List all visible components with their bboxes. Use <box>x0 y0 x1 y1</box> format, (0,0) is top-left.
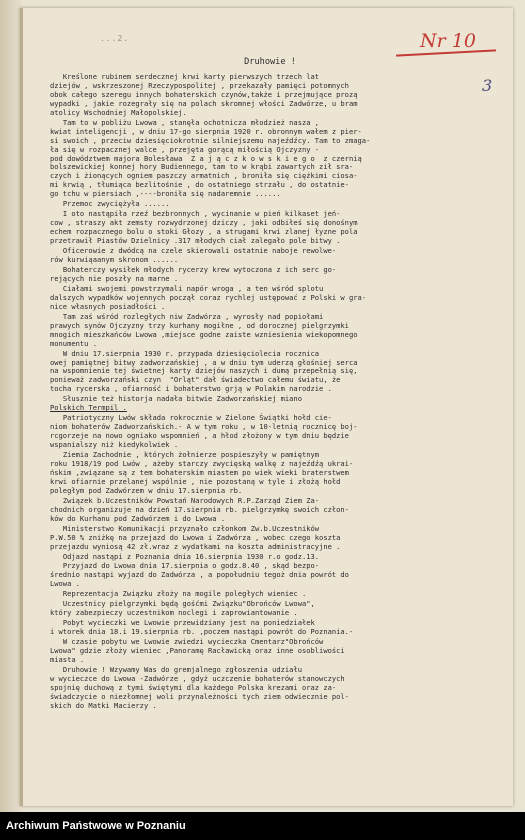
paragraph: Patriotyczny Lwów składa rokrocznie w Zielone Świątki hołd cie- niom bohaterów Zadworzańskich.- A w tym roku , w 10-letnią rocznicę boj- rcgorzeje na nowo ogniako wspomnień , a hłod złożony w tym dniu będzie wspanialszy niż kiedykolwiek . <box>50 413 358 450</box>
letter-title: Druhowie ! <box>244 57 296 67</box>
paragraph: Odjazd nastąpi z Poznania dnia 16.sierpnia 1930 r.o godz.13. <box>50 551 320 561</box>
side-mark: 3 <box>482 76 493 95</box>
underlined-phrase: Polskich Termpil . <box>50 403 127 413</box>
paragraph: Uczestnicy pielgrzymki będą gośćmi Związku"Obrońców Lwowa", który zabezpieczy uczestnikom noclegi i zaprowiantowanie . <box>50 599 315 618</box>
paragraph: Ministerstwo Komunikacji przyznało członkom Zw.b.Uczestników P.W.50 % zniżkę na przejazd do Lwowa i Zadwórza , wobec czego koszta przejazdu wyniosą 42 zł.wraz z wydatkami na koszta administracyjne . <box>50 523 341 551</box>
paragraph: Tam zaś wśród rozległych niw Zadwórza , wyrosły nad popiołami prawych synów Ojczyzny trzy kurhany mogiłne , od dorocznej pielgrzymki mnogich mieszkańców Lwowa ,miejsce godne zaiste wzniesienia wiekopomnego monumentu . <box>50 311 358 348</box>
paragraph: Ziemia Zachodnie , których żołnierze pospieszyły w pamiętnym roku 1918/19 pod Lwów , ażeby starczy zwycięską walkę z najeźdźą ukrai- ńskim ,związane są z tem bohaterskim miastem po wiek wieki braterstwem krwi ofiarnie przelanej wspólnie , nie pozostaną w tyle i złożą hołd poległym pod Zadwórzem w dniu 17.sierpnia rb. <box>50 450 354 495</box>
paragraph: Oficerowie z dwódcą na czele skierowali ostatnie naboje rewolwe- rów kurwiąaanym skronom ...... <box>50 246 337 265</box>
paragraph: Przemoc zwyciężyła ...... <box>50 199 170 209</box>
paragraph: Reprezentacja Związku złoży na mogile poległych wieniec . <box>50 589 307 599</box>
binding-edge <box>0 0 22 812</box>
paragraph-list <box>50 71 493 711</box>
paragraph: W dniu 17.sierpnia 1930 r. przypada dziesięciolecia rocznica owej pamiętnej bitwy zadworzańskiej , a w dniu tym uderzą głośniej serca na wspomnienie tej świetnej karty dziejów naszych i dumą przepełnią się, ponieważ zadworzański czyn "Orląt" dał świadectwo całemu światu, że tocha rycerska , ofiarność i bohaterstwo grją w Polakim narodzie . <box>50 348 358 394</box>
letter-body <box>50 57 493 711</box>
paragraph: Druhowie ! Wzywamy Was do gremjalnego zgłoszenia udziału w wycieczce do Lwowa -Zadwórze , gdyż uczczenie bohaterów stanowczych spojnię duchową z tymi świętymi dla każdego Polska krezami oraz za- świadczycie o niezłomnej woli przynależności tych ziem odwiecznie pol- skich do Matki Macierzy . <box>50 664 349 710</box>
paragraph: W czasie pobytu we Lwowie zwiedzi wycieczka Cmentarz"Obrońców Lwowa" gdzie złoży wieniec ,Panoramę Racławicką oraz inne osobliwości miasta . <box>50 637 345 664</box>
paragraph: Przyjazd do Lwowa dnia 17.sierpnia o godz.8.40 , skąd bezpo- średnio nastąpi wyjazd do Zadwórza , a popołudniu tegoż dnia powrót do Lwowa . <box>50 561 349 589</box>
paragraph: Ciałami swojemi powstrzymali napór wroga , a ten wśród splotu dalszych wypadków wojennych począł coraz rychlej ustępować z Polski w gra- nice własnych posiadłości . <box>50 283 367 311</box>
top-mark: ...2. <box>100 34 130 43</box>
paragraph: I oto nastąpiła rzeź bezbronnych , wycinanie w pień kilkaset jeń- cow , straszy akt zemsty rozwydrzonej dziczy , jaki odbiłeś się donośnym echem rozpacznego bolu o stoki Głozy , a strugami krwi zlanej łyzne pola przetrawił Piastów Dzielnicy .317 młodych ciał zalegało pole bitwy . <box>50 209 358 246</box>
paragraph: Bohaterczy wysiłek młodych rycerzy krew wytoczona z ich serc go- rejących nie poszły na marne . <box>50 264 337 283</box>
paragraph: Związek b.Uczestników Powstań Narodowych R.P.Zarząd Ziem Za- chodnich organizuje na dzień 17.sierpnia rb. pielgrzymkę swoich człon- ków do Kurhanu pod Zadwórzem i do Lwowa . <box>50 495 349 523</box>
paragraph: Słusznie też historja nadała bitwie Zadworzańskiej miano Polskich Termpil . <box>50 394 302 413</box>
paragraph: Pobyt wycieczki we Lwowie przewidziany jest na poniedziałek i wtorek dnia 18.i 19.sierpnia rb. ,poczem nastąpi powrót do Poznania.- <box>50 618 354 637</box>
page-number-stamp: Nr 10 <box>392 24 504 58</box>
paragraph: Kreślone rubinem serdecznej krwi karty pierwszych trzech lat dziejów , wskrzeszonej Rzeczypospolitej , przekazały pamięci potomnych obok całego szeregu innych bohaterskich czynów,także i przejmujące prozą wypadki , jakie rozegrały się na polach skromnej włości Zadwórze, u bram atolicy Wschodniej Małopolskiej. <box>50 71 358 117</box>
archive-footer: Archiwum Państwowe w Poznaniu <box>0 812 525 840</box>
paragraph: Tam to w pobliżu Lwowa , stanęła ochotnicza młodzież nasza , kwiat inteligencji , w dniu 17-go sierpnia 1920 r. obronnym wałem z pier- si swoich , przeciw dziesięciokrotnie silniejszemu najeźdźcy. Tam to zmaga- ła się w rozpacznej walce , przejęta gorącą miłością Ojczyzny - pod dowództwem majora Bolesława Z a j ą c z k o w s k i e g o z czernią bolszewickiej konnej hory Budiennego, tam to w krąbi zawartych ził sra- czych i żionących ogniem paszczy armatnich , broniła się ciężkimi ciosa- mi krwią , tłumiąca bezlitośnie , do ostatniego strzału , do ostatnie- go tchu w piersiach ,----broniła się nadaremnie ...... <box>50 117 371 199</box>
